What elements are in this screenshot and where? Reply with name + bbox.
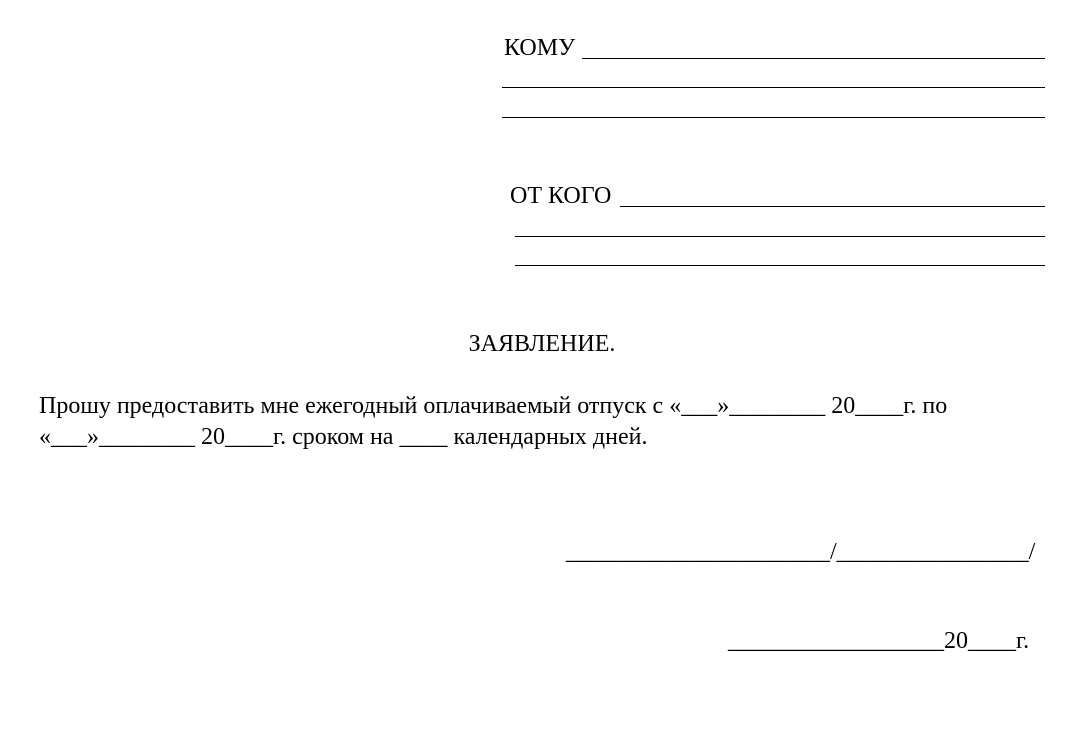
date-field: __________________20____г. bbox=[728, 628, 1030, 654]
recipient-fill-line bbox=[502, 87, 1045, 88]
sender-fill-line bbox=[515, 265, 1045, 266]
recipient-fill-line bbox=[502, 117, 1045, 118]
signature-field: ______________________/________________/ bbox=[566, 539, 1036, 565]
request-text-line: Прошу предоставить мне ежегодный оплачиваемый отпуск с «___»________ 20____г. по bbox=[39, 393, 948, 419]
recipient-label: КОМУ bbox=[504, 35, 576, 61]
request-text-line: «___»________ 20____г. сроком на ____ календарных дней. bbox=[39, 424, 648, 450]
document-title: ЗАЯВЛЕНИЕ. bbox=[468, 331, 616, 357]
sender-fill-line bbox=[515, 236, 1045, 237]
recipient-fill-line bbox=[582, 58, 1045, 59]
sender-fill-line bbox=[620, 206, 1045, 207]
sender-label: ОТ КОГО bbox=[510, 183, 612, 209]
